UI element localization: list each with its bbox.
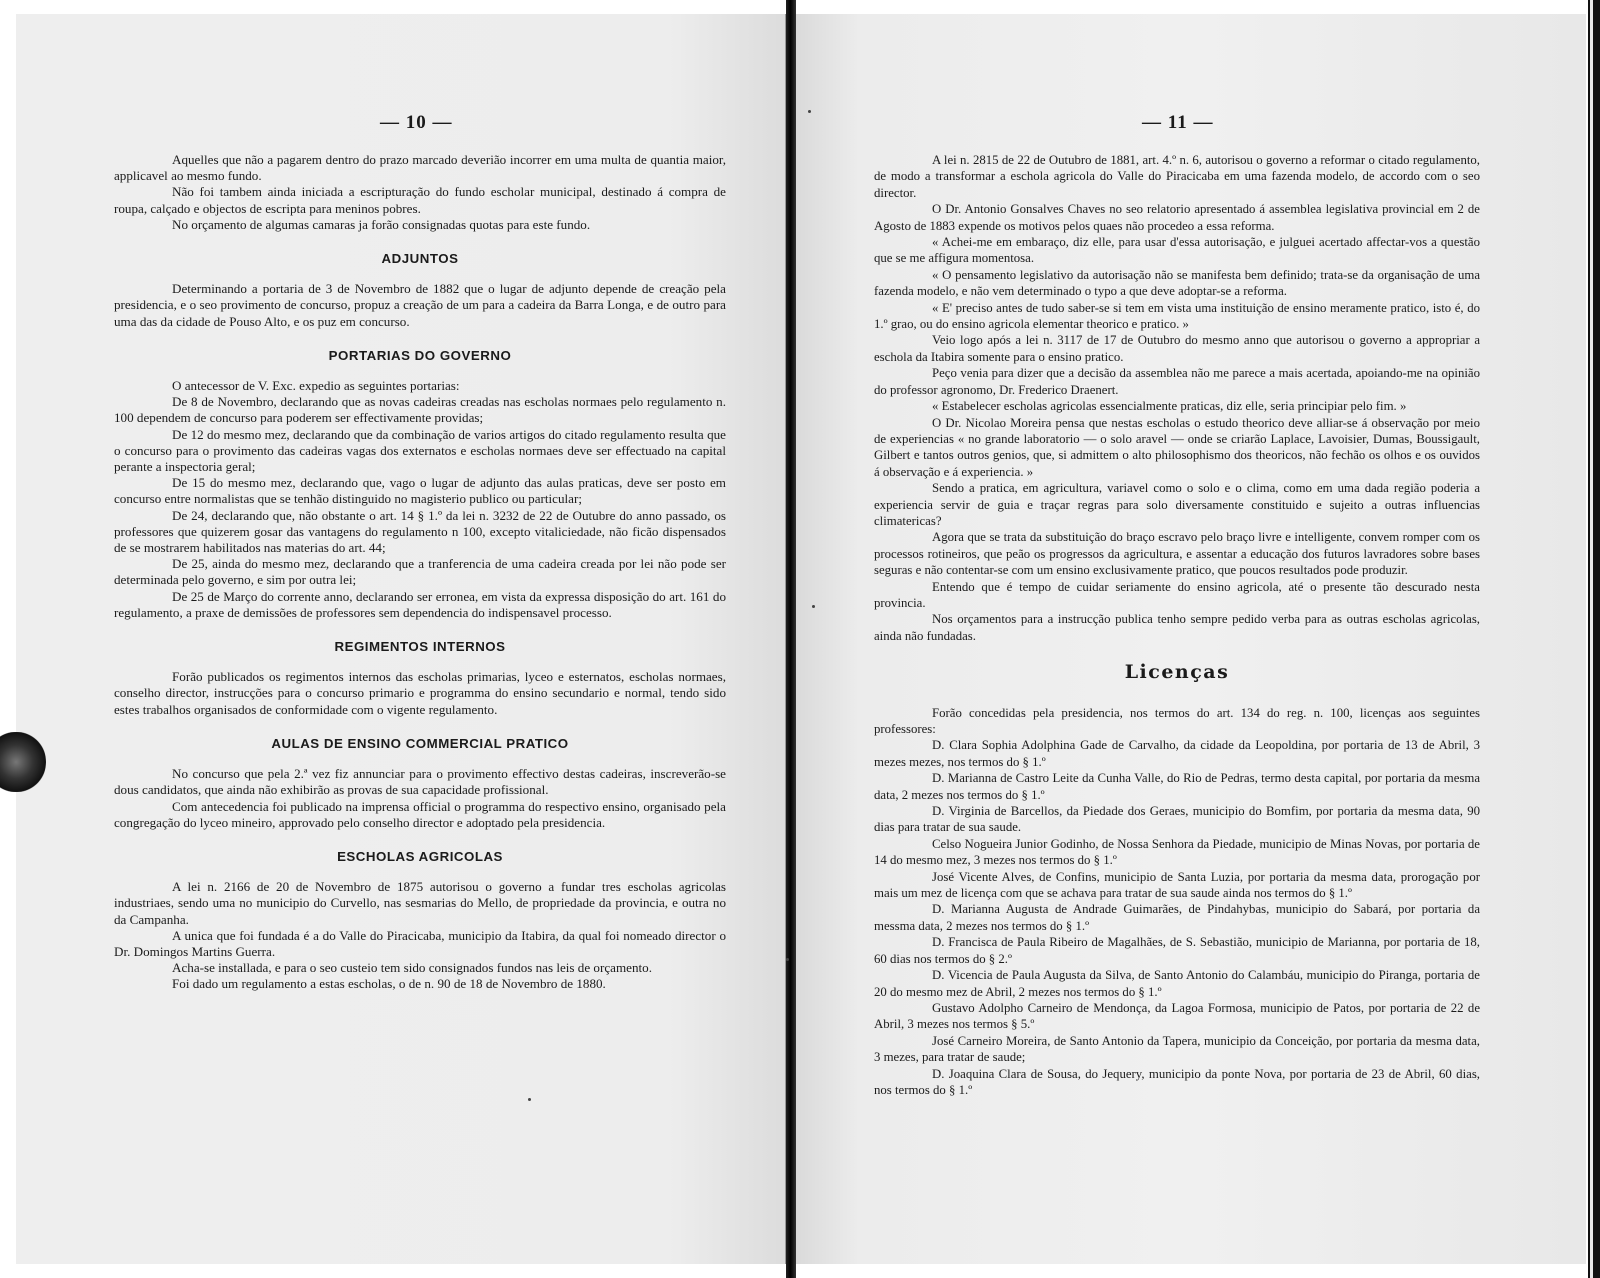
paragraph: Celso Nogueira Junior Godinho, de Nossa Senhora da Piedade, municipio de Minas Novas, por portaria de 14 do mesmo mez, 3 mezes nos termos do § 1.º — [874, 836, 1480, 868]
page-number-right: — 11 — — [1142, 112, 1214, 133]
paragraph: O antecessor de V. Exc. expedio as seguintes portarias: — [172, 378, 460, 394]
paragraph: Nos orçamentos para a instrucção publica tenho sempre pedido verba para as outras escholas agricolas, ainda não fundadas. — [874, 612, 1480, 643]
paragraph: « Estabelecer escholas agricolas essencialmente praticas, diz elle, seria principiar pelo fim. » — [932, 399, 1407, 414]
paragraph: Gustavo Adolpho Carneiro de Mendonça, da Lagoa Formosa, municipio de Patos, por portaria de 22 de Abril, 3 mezes nos termos § 5.º — [874, 1000, 1480, 1032]
paragraph: Foi dado um regulamento a estas escholas, o de n. 90 de 18 de Novembro de 1880. — [172, 976, 606, 992]
paragraph: Não foi tambem ainda iniciada a escripturação do fundo escholar municipal, destinado á compra de roupa, calçado e objectos de escripta para meninos pobres. — [114, 184, 726, 216]
paragraph: D. Marianna Augusta de Andrade Guimarães, de Pindahybas, municipio do Sabará, por portaria da messma data, 2 mezes nos termos do § 1.º — [874, 902, 1480, 933]
book-gutter — [786, 0, 796, 1278]
page-number-left: — 10 — — [380, 112, 453, 133]
section-heading-adjuntos: ADJUNTOS — [381, 251, 459, 267]
paragraph: « Achei-me em embaraço, diz elle, para usar d'essa autorisação, e julguei acertado affectar-vos a questão que se me affigura momentosa. — [874, 235, 1480, 266]
paragraph: De 24, declarando que, não obstante o art. 14 § 1.º da lei n. 3232 de 22 de Outubre do anno passado, os professores que quizerem gosar das vantagens do regulamento n 100, excepto vitaliciedade, não ficão dispensados de se mostrarem habilitados nas materias do art. 44; — [114, 507, 726, 556]
paragraph: D. Virginia de Barcellos, da Piedade dos Geraes, municipio do Bomfim, por portaria da mesma data, 90 dias para tratar de sua saude. — [874, 804, 1480, 835]
paragraph: Aquelles que não a pagarem dentro do prazo marcado deverião incorrer em uma multa de quantia maior, applicavel ao mesmo fundo. — [114, 152, 726, 184]
paragraph: A lei n. 2166 de 20 de Novembro de 1875 autorisou o governo a fundar tres escholas agricolas industriaes, sendo uma no municipio do Curvello, nas sesmarias do Mello, de propriedade da provincia, e outra no da Campanha. — [114, 879, 726, 927]
paragraph: De 25, ainda do mesmo mez, declarando que a tranferencia de uma cadeira creada por lei não pode ser determinada pelo governo, e sim por outra lei; — [114, 556, 726, 588]
paragraph: Veio logo após a lei n. 3117 de 17 de Outubro do mesmo anno que autorisou o governo a appropriar a eschola da Itabira somente para o ensino pratico. — [874, 333, 1480, 364]
paragraph: José Vicente Alves, de Confins, municipio de Santa Luzia, por portaria da mesma data, prorogação por mais um mez de licença com que se achava para tratar de sua saude ainda nos termos do § 1.º — [874, 869, 1480, 901]
paragraph: Determinando a portaria de 3 de Novembro de 1882 que o lugar de adjunto depende de creação pela presidencia, e o seo provimento de concurso, propuz a creação de um para a cadeira da Barra Longa, e de outro para uma das da cidade de Pouso Alto, e os puz em concurso. — [114, 281, 726, 329]
paragraph: Forão concedidas pela presidencia, nos termos do art. 134 do reg. n. 100, licenças aos seguintes professores: — [874, 705, 1480, 736]
paragraph: No orçamento de algumas camaras ja forão consignadas quotas para este fundo. — [172, 216, 591, 232]
paragraph: De 25 de Março do corrente anno, declarando ser erronea, em vista da expressa disposição do art. 161 do regulamento, a praxe de demissões de professores sem dependencia do indispensavel processo. — [114, 588, 726, 620]
paragraph: Peço venia para dizer que a decisão da assemblea não me parece a mais acertada, apoiando-me na opinião do professor agronomo, Dr. Frederico Draenert. — [874, 366, 1480, 397]
paragraph: O Dr. Antonio Gonsalves Chaves no seo relatorio apresentado á assemblea legislativa provincial em 2 de Agosto de 1883 expende os motivos pelos quaes não procedeo a essa reforma. — [874, 202, 1480, 233]
paragraph: « E' preciso antes de tudo saber-se si tem em vista uma instituição de ensino meramente pratico, isto é, do 1.º grao, ou do ensino agricola elementar theorico e pratico. » — [874, 300, 1480, 332]
paragraph: Com antecedencia foi publicado na imprensa official o programma do respectivo ensino, organisado pela congregação do lyceo mineiro, approvado pelo conselho director e adoptado pela presidencia. — [114, 798, 726, 830]
paragraph: D. Marianna de Castro Leite da Cunha Valle, do Rio de Pedras, termo desta capital, por portaria da mesma data, 2 mezes nos termos do § 1.º — [874, 771, 1480, 802]
paragraph: Forão publicados os regimentos internos das escholas primarias, lyceo e esternatos, escholas normaes, conselho director, instrucções para o concurso primario e programma do ensino secundario e normal, tendo sido estes trabalhos organisados de conformidade com o vigente regulamento. — [114, 669, 726, 717]
paragraph: « O pensamento legislativo da autorisação não se manifesta bem definido; trata-se da organisação de uma fazenda modelo, e não vem determinado o typo a que deve adoptar-se a reforma. — [874, 267, 1480, 299]
ink-speck — [808, 110, 811, 113]
paragraph: D. Vicencia de Paula Augusta da Silva, de Santo Antonio do Calambáu, municipio do Piranga, portaria de 20 do mesmo mez de Abril, 2 mezes nos termos do § 1.º — [874, 968, 1480, 999]
paragraph: D. Clara Sophia Adolphina Gade de Carvalho, da cidade da Leopoldina, por portaria de 13 de Abril, 3 mezes mezes, nos termos do § 1.º — [874, 738, 1480, 769]
section-heading-portarias: PORTARIAS DO GOVERNO — [328, 347, 512, 363]
paragraph: Entendo que é tempo de cuidar seriamente do ensino agricola, até o presente tão descurado nesta provincia. — [874, 579, 1480, 610]
ink-speck — [528, 1098, 531, 1101]
left-text-column — [114, 152, 726, 993]
paragraph: O Dr. Nicolao Moreira pensa que nestas escholas o estudo theorico deve alliar-se á observação por meio de experiencias « no grande laboratorio — o solo aravel — onde se criarão Laplace, Lavoisier, Dumas, Boussigault, Gilbert e tantos outros genios, que, si admittem o alto philosophismo dos theoricos, não fechão os olhos e os ouvidos á observação e á experiencia. » — [874, 415, 1480, 479]
right-text-column — [874, 152, 1480, 1098]
section-heading-licencas: Licenças — [1124, 661, 1230, 684]
paragraph: D. Francisca de Paula Ribeiro de Magalhães, de S. Sebastião, municipio de Marianna, por portaria de 18, 60 dias nos termos do § 2.º — [874, 935, 1480, 966]
paragraph: D. Joaquina Clara de Sousa, do Jequery, municipio da ponte Nova, por portaria de 23 de Abril, 60 dias, nos termos do § 1.º — [874, 1066, 1480, 1097]
paragraph: De 12 do mesmo mez, declarando que da combinação de varios artigos do citado regulamento resulta que o concurso para o provimento das cadeiras vagas dos externatos e escholas normaes deve ser effectuado na capital perante a inspectoria geral; — [114, 426, 726, 475]
section-heading-regimentos: REGIMENTOS INTERNOS — [334, 639, 506, 655]
section-heading-escholas: ESCHOLAS AGRICOLAS — [337, 848, 503, 864]
paragraph: A lei n. 2815 de 22 de Outubro de 1881, art. 4.º n. 6, autorisou o governo a reformar o citado regulamento, de modo a transformar a eschola agricola do Valle do Piracicaba em uma fazenda modelo, de accordo com o seo director. — [874, 153, 1480, 200]
section-heading-aulas: AULAS DE ENSINO COMMERCIAL PRATICO — [271, 735, 569, 751]
ink-speck — [786, 958, 789, 961]
paragraph: Sendo a pratica, em agricultura, variavel como o solo e o clima, como em uma dada região poderia a experiencia servir de guia e traçar regras para solo diversamente constituido e sujeito a outras influencias climatericas? — [874, 481, 1480, 528]
page-edge — [1588, 0, 1600, 1278]
paragraph: No concurso que pela 2.ª vez fiz annunciar para o provimento effectivo destas cadeiras, inscreverão-se dous candidatos, que ainda não exhibirão as provas de sua capacidade profissional. — [114, 766, 726, 798]
paragraph: A unica que foi fundada é a do Valle do Piracicaba, municipio da Itabira, da qual foi nomeado director o Dr. Domingos Martins Guerra. — [114, 927, 726, 959]
paragraph: De 8 de Novembro, declarando que as novas cadeiras creadas nas escholas normaes pelo regulamento n. 100 dependem de concurso para poderem ser effectivamente providas; — [114, 394, 726, 426]
paragraph: De 15 do mesmo mez, declarando que, vago o lugar de adjunto das aulas praticas, deve ser posto em concurso entre normalistas que se tenhão distinguido no magisterio publico ou particular; — [114, 475, 726, 507]
paragraph: Acha-se installada, e para o seo custeio tem sido consignados fundos nas leis de orçamento. — [172, 960, 652, 976]
ink-speck — [812, 605, 815, 608]
ink-blot — [0, 732, 46, 792]
paragraph: Agora que se trata da substituição do braço escravo pelo braço livre e intelligente, convem romper com os processos rotineiros, que peão os progressos da agricultura, e assentar a educação dos futuros lavradores sobre bases seguras e não contentar-se com um ensino exclusivamente pratico, que poucos resultados pode produzir. — [874, 530, 1480, 578]
paragraph: José Carneiro Moreira, de Santo Antonio da Tapera, municipio da Conceição, por portaria da mesma data, 3 mezes, para tratar de saude; — [874, 1033, 1480, 1065]
